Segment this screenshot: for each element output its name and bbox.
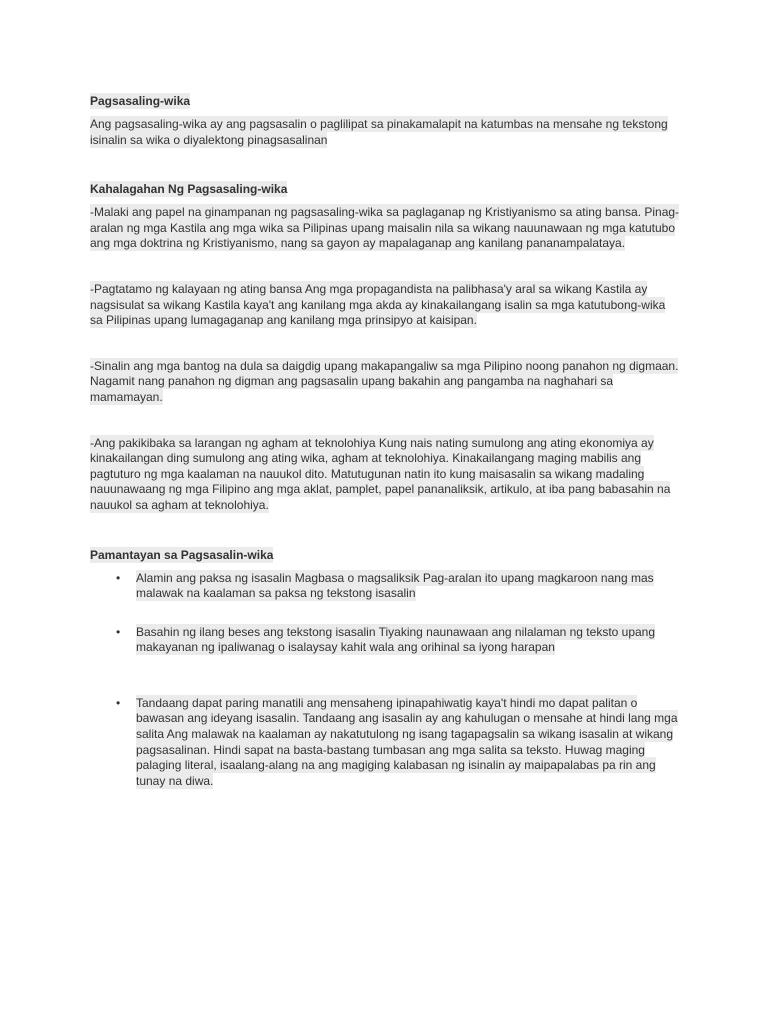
spacer — [90, 148, 680, 181]
list-item: • Alamin ang paksa ng isasalin Magbasa o magsaliksik Pag-aralan ito upang magkaroon nang mas malawak na kaalaman sa paksa ng tekstong isasalin — [116, 570, 654, 601]
document-content — [90, 93, 680, 789]
importance-paragraph-3: -Sinalin ang mga bantog na dula sa daigdig upang makapangaliw sa mga Pilipino noong panahon ng digmaan. Nagamit nang panahon ng digman ang pagsasalin upang bakahin ang pangamba na naghahari sa mamamayan. — [90, 358, 679, 404]
spacer — [90, 602, 680, 625]
bullet-icon: • — [116, 624, 121, 639]
spacer — [90, 406, 680, 436]
bullet-icon: • — [116, 695, 121, 710]
section-heading-pamantayan: Pamantayan sa Pagsasalin-wika — [90, 547, 274, 562]
section-heading-kahalagahan: Kahalagahan Ng Pagsasaling-wika — [90, 182, 288, 197]
spacer — [90, 514, 680, 547]
importance-paragraph-4: -Ang pakikibaka sa larangan ng agham at teknolohiya Kung nais nating sumulong ang ating ekonomiya ay kinakailangan ding sumulong ang ating wika, agham at teknolohiya. Kinakailangang maging mabilis ang pagtuturo ng mga kaalaman na nauukol dito. Matutugunan natin ito kung maisasalin sa wikang madaling nauunawaang ng mga Filipino ang mga aklat, pamplet, papel pananaliksik, artikulo, at iba pang babasahin na nauukol sa agham at teknolohiya. — [90, 435, 671, 512]
spacer — [90, 329, 680, 359]
spacer — [90, 656, 680, 696]
definition-paragraph: Ang pagsasaling-wika ay ang pagsasalin o paglilipat sa pinakamalapit na katumbas na mensahe ng tekstong isinalin sa wika o diyalektong pinagsasalinan — [90, 117, 668, 147]
bullet-icon: • — [116, 570, 121, 585]
importance-paragraph-2: -Pagtatamo ng kalayaan ng ating bansa Ang mga propagandista na palibhasa'y aral sa wikang Kastila ay nagsisulat sa wikang Kastila kaya't ang kanilang mga akda ay kinakailangang isalin sa mga katutubong-wika sa Pilipinas upang lumagaganap ang kanilang mga prinsipyo at kaisipan. — [90, 281, 666, 328]
spacer — [90, 252, 680, 282]
importance-paragraph-1: -Malaki ang papel na ginampanan ng pagsasaling-wika sa paglaganap ng Kristiyanismo sa ating bansa. Pinag-aralan ng mga Kastila ang mga wika sa Pilipinas upang maisalin nila sa wikang nauunawaan ng mga katutubo ang mga doktrina ng Kristiyanismo, nang sa gayon ay mapalaganap ang kanilang pananampalataya. — [90, 205, 680, 251]
list-item: • Basahin ng ilang beses ang tekstong isasalin Tiyaking naunawaan ang nilalaman ng teksto upang makayanan ng ipaliwanag o isalaysay kahit wala ang orihinal sa iyong harapan — [116, 624, 656, 655]
section-heading-pagsasaling-wika: Pagsasaling-wika — [90, 94, 191, 108]
list-item: • Tandaang dapat paring manatili ang mensaheng ipinapahiwatig kaya't hindi mo dapat palitan o bawasan ang ideyang isasalin. Tandaang ang isasalin ay ang kahulugan o mensahe at hindi lang mga salita Ang malawak na kaalaman ay nakatutulong ng isang tagapagsalin sa wikang isasalin at wikang pagsasalinan. Hindi sapat na basta-bastang tumbasan ang mga salita sa teksto. Huwag maging palaging literal, isaalang-alang na ang magiging kalabasan ng isinalin ay maipapalabas pa rin ang tunay na diwa. — [116, 695, 678, 788]
standards-list — [90, 571, 680, 790]
